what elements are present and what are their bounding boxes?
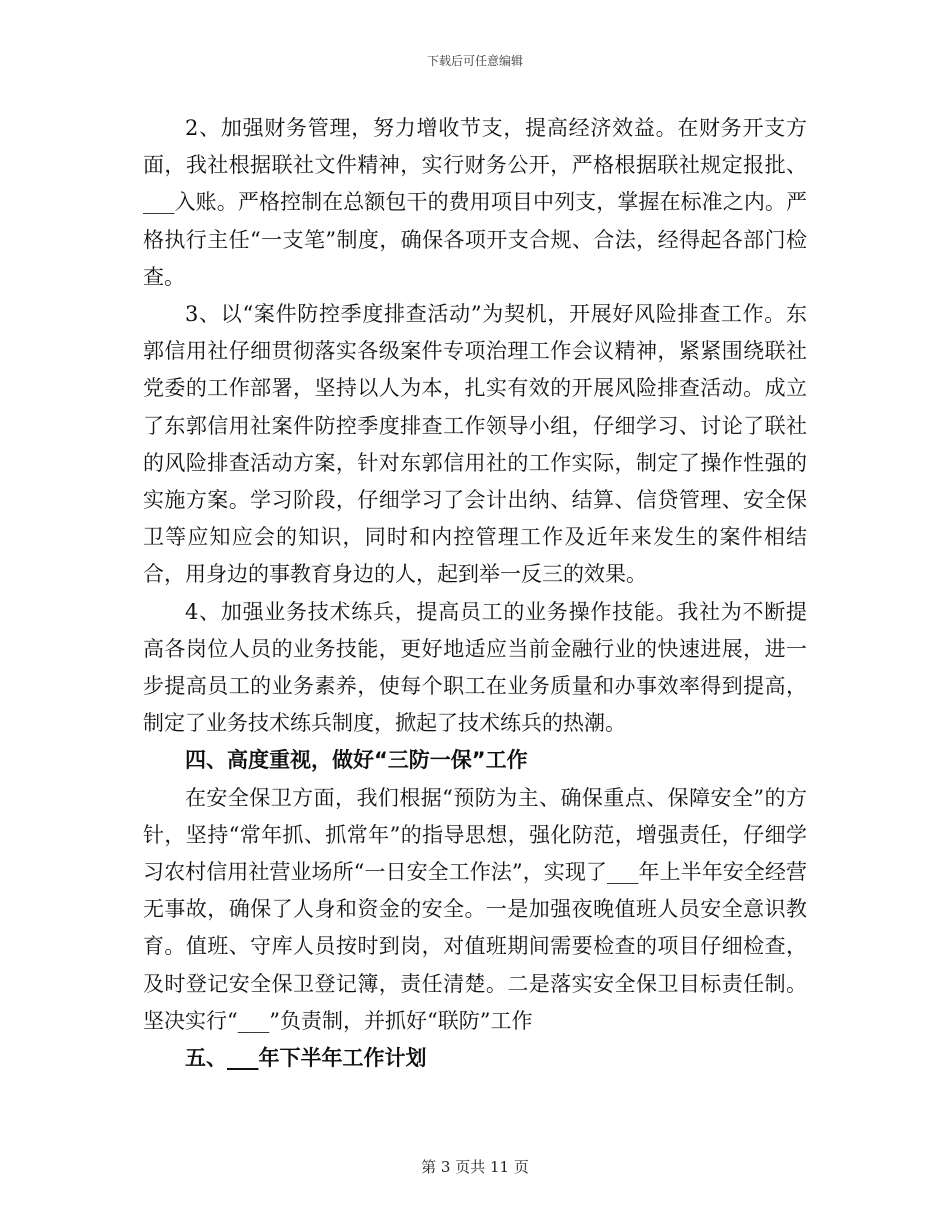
- section-heading-plan: 五、___年下半年工作计划: [185, 1046, 427, 1071]
- page-number-footer: 第 3 页共 11 页: [421, 1158, 529, 1176]
- page-header: 下载后可任意编辑: [426, 54, 523, 68]
- document-body: [143, 110, 807, 1077]
- section-heading-security: 四、高度重视，做好“三防一保”工作: [185, 748, 528, 773]
- paragraph-risk-inspection: 3、以“案件防控季度排查活动”为契机，开展好风险排查工作。东郭信用社仔细贯彻落实各级案件专项治理工作会议精神，紧紧围绕联社党委的工作部署，坚持以人为本，扎实有效的开展风险排查活动。成立了东郭信用社案件防控季度排查工作领导小组，仔细学习、讨论了联社的风险排查活动方案，针对东郭信用社的工作实际，制定了操作性强的实施方案。学习阶段，仔细学习了会计出纳、结算、信贷管理、安全保卫等应知应会的知识，同时和内控管理工作及近年来发生的案件相结合，用身边的事教育身边的人，起到举一反三的效果。: [143, 302, 807, 587]
- paragraph-finance-management: 2、加强财务管理，努力增收节支，提高经济效益。在财务开支方面，我社根据联社文件精神，实行财务公开，严格根据联社规定报批、___入账。严格控制在总额包干的费用项目中列支，掌握在标准之内。严格执行主任“一支笔”制度，确保各项开支合规、合法，经得起各部门检查。: [143, 116, 807, 289]
- paragraph-security-work: 在安全保卫方面，我们根据“预防为主、确保重点、保障安全”的方针，坚持“常年抓、抓常年”的指导思想，强化防范，增强责任，仔细学习农村信用社营业场所“一日安全工作法”，实现了___年上半年安全经营无事故，确保了人身和资金的安全。一是加强夜晚值班人员安全意识教育。值班、守库人员按时到岗，对值班期间需要检查的项目仔细检查，及时登记安全保卫登记簿，责任清楚。二是落实安全保卫目标责任制。坚决实行“___”负责制，并抓好“联防”工作: [143, 785, 807, 1033]
- paragraph-skill-training: 4、加强业务技术练兵，提高员工的业务操作技能。我社为不断提高各岗位人员的业务技能，更好地适应当前金融行业的快速进展，进一步提高员工的业务素养，使每个职工在业务质量和办事效率得到提高，制定了业务技术练兵制度，掀起了技术练兵的热潮。: [143, 599, 807, 736]
